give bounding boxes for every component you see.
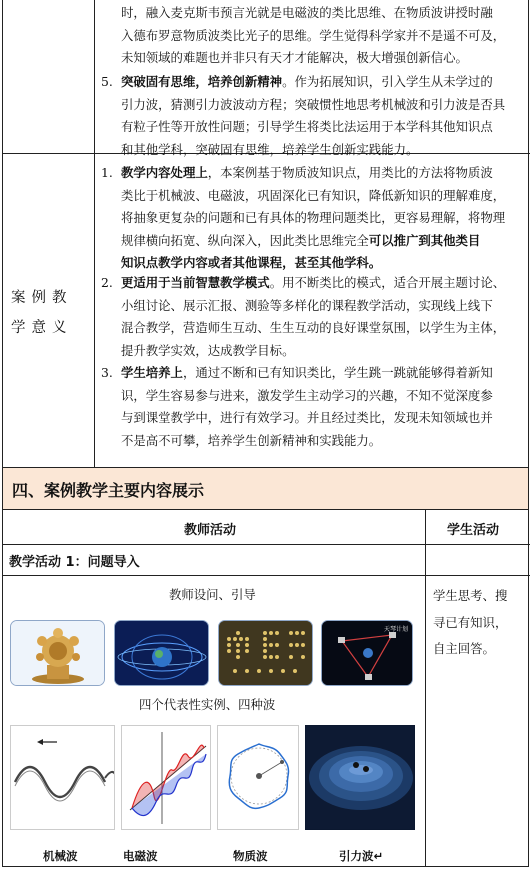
section-header <box>2 468 529 510</box>
bold-heading: 更适用于当前智慧教学模式 <box>121 275 270 290</box>
electromagnetic-wave-diagram <box>121 725 211 830</box>
text-line: 和其他学科，突破固有思维，培养学生创新实践能力。 <box>121 141 419 157</box>
space-triangle-image <box>321 620 413 686</box>
wave-label: 机械波 <box>43 849 78 863</box>
text-line: 时，融入麦克斯韦预言光就是电磁波的类比思维、在物质波讲授时融 <box>121 5 493 20</box>
wave-label: 引力波↵ <box>339 849 384 863</box>
point1-paragraph <box>121 162 523 275</box>
list-number: 2. <box>101 275 113 290</box>
point2-paragraph <box>121 272 523 362</box>
bold-heading: 学生培养上 <box>121 365 183 380</box>
section-title: 四、案例教学主要内容展示 <box>12 481 205 500</box>
text-line: ，本案例基于物质波知识点，用类比的方法将物质波 <box>207 165 493 180</box>
row-divider <box>3 575 530 576</box>
teacher-caption: 教师设问、引导 <box>169 587 256 602</box>
text-line: 。作为拓展知识，引入学生从未学过的 <box>282 74 493 89</box>
list-number: 3. <box>101 365 113 380</box>
bronze-sculpture-image <box>10 620 105 686</box>
text-line: 将抽象更复杂的问题和已有具体的物理问题类比，更容易理解，将物理 <box>121 210 506 225</box>
text-line: 。用不断类比的模式，适合开展主题讨论、 <box>269 275 506 290</box>
text-line: 学生思考、搜 <box>433 588 508 603</box>
row-divider <box>3 544 530 545</box>
row-label: 案例教学意义 <box>11 290 73 336</box>
bold-heading: 教学内容处理上 <box>121 165 208 180</box>
text-line: 类比于机械波、电磁波，巩固深化已有知识，降低新知识的理解难度， <box>121 187 506 203</box>
mechanical-wave-diagram <box>10 725 115 830</box>
text-line: ，通过不断和已有知识类比，学生跳一跳就能够得着新知 <box>182 365 493 380</box>
column-divider <box>94 0 95 468</box>
text-line: 与到课堂教学中，进行有效学习。并且经过类比，发现未知领域也并 <box>121 410 493 425</box>
examples-caption: 四个代表性实例、四种波 <box>139 697 276 712</box>
continuation-paragraph <box>121 2 523 70</box>
teacher-column-header: 教师活动 <box>184 523 237 538</box>
text-line: 入德布罗意物质波类比光子的思维。学生觉得科学家并不是遥不可及， <box>121 27 506 43</box>
bold-text: 可以推广到其他类目 <box>368 232 481 248</box>
bold-heading: 突破固有思维，培养创新精神 <box>121 74 283 89</box>
point3-paragraph <box>121 362 523 452</box>
text-line: 小组讨论、展示汇报、测验等多样化的课程教学活动，实现线上线下 <box>121 297 493 313</box>
bold-text: 知识点教学内容或者其他课程，甚至其他学科。 <box>121 255 382 270</box>
wave-label: 物质波 <box>233 849 268 863</box>
text-line: 识，学生容易参与进来，激发学生主动学习的兴趣，不知不觉深度参 <box>121 387 493 403</box>
column-divider <box>425 510 426 867</box>
text-line: 规律横向拓宽、纵向深入，因此类比思维完全 <box>121 232 369 248</box>
text-line: 引力波，猜测引力波波动方程；突破惯性地思考机械波和引力波是否具 <box>121 96 506 112</box>
text-line: 自主回答。 <box>433 641 495 656</box>
text-line: 寻已有知识， <box>433 614 508 630</box>
list-number: 5. <box>101 74 113 89</box>
wave-label: 电磁波 <box>123 849 158 863</box>
text-line: 未知领域的难题也并非只有天才才能解决，极大增强创新信心。 <box>121 50 468 65</box>
student-column-header: 学生活动 <box>447 523 500 538</box>
student-activity <box>433 583 525 663</box>
atom-letters-image <box>218 620 313 686</box>
item5-paragraph <box>121 71 523 161</box>
text-line: 混合教学，营造师生互动、生生互动的良好课堂氛围，以学生为主体， <box>121 320 506 335</box>
gravitational-wave-diagram <box>305 725 415 830</box>
activity-table <box>2 510 529 867</box>
text-line: 提升教学实效，达成教学目标。 <box>121 342 295 358</box>
text-line: 不是高不可攀，培养学生创新精神和实践能力。 <box>121 432 382 448</box>
matter-wave-diagram <box>217 725 299 830</box>
case-table <box>2 0 529 468</box>
photo-label: 天琴计划 <box>383 626 408 633</box>
earth-field-image <box>114 620 209 686</box>
text-line: 有粒子性等开放性问题；引导学生将类比法运用于本学科其他知识点 <box>121 119 493 134</box>
activity-title: 教学活动 1：问题导入 <box>9 555 140 570</box>
list-number: 1. <box>101 165 113 180</box>
